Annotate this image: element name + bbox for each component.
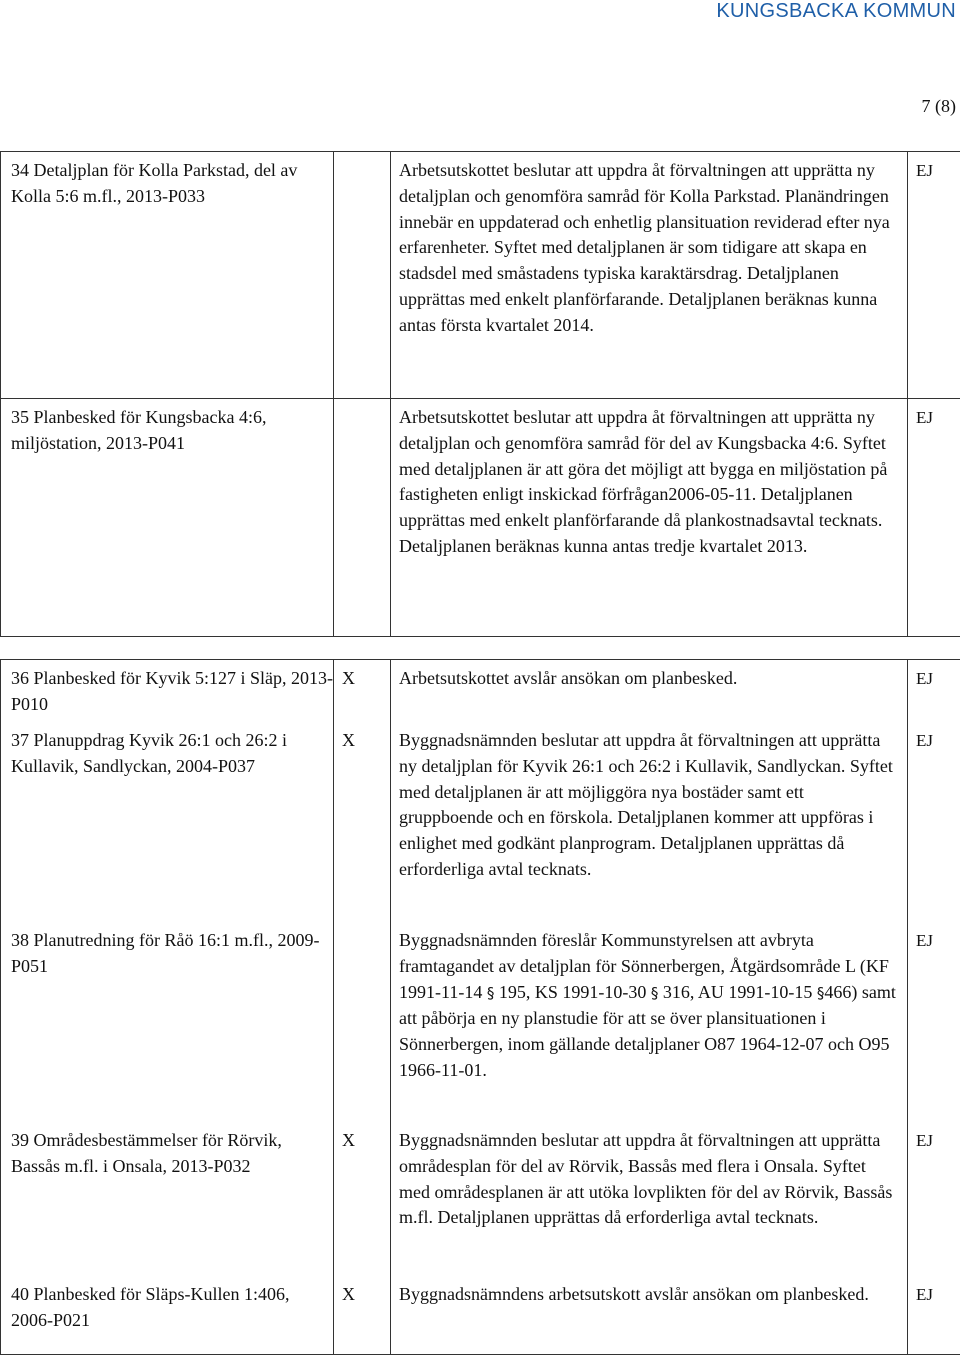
table-row bbox=[1, 152, 960, 399]
item-initials: EJ bbox=[908, 922, 960, 1122]
decision-text: 466) samt att påbörja en ny planstudie för att se över plansituationen i Sönnerbergen, inom gällande detaljplaner O87 1964-12-07 och O95 1966-11-01. bbox=[399, 982, 896, 1080]
decision-text: Byggnadsnämnden föreslår Kommunstyrelsen att avbryta framtagandet av detaljplan för Sönnerbergen, Åtgärdsområde L (KF 1991-11-14 bbox=[399, 930, 889, 1002]
section-sign: § bbox=[651, 984, 659, 1002]
item-title: 40 Planbesked för Släps-Kullen 1:406, 2006-P021 bbox=[1, 1276, 334, 1355]
table-row bbox=[1, 1276, 960, 1355]
item-mark: X bbox=[334, 1276, 391, 1355]
table-row bbox=[1, 922, 960, 1122]
item-title: 36 Planbesked för Kyvik 5:127 i Släp, 2013-P010 bbox=[1, 660, 334, 723]
item-decision: Arbetsutskottet beslutar att uppdra åt förvaltningen att upprätta ny detaljplan och genomföra samråd för del av Kungsbacka 4:6. Syftet med detaljplanen är att göra det möjligt att bygga en miljöstation på fastigheten enligt inskickad förfrågan2006-05-11. Detaljplanen upprättas med enkelt planförfarande då plankostnadsavtal tecknats. Detaljplanen beräknas kunna antas tredje kvartalet 2013. bbox=[391, 399, 908, 637]
item-decision: Arbetsutskottet beslutar att uppdra åt förvaltningen att upprätta ny detaljplan och genomföra samråd för Kolla Parkstad. Planändringen innebär en uppdaterad och enhetlig plansituation reviderad efter nya erfarenheter. Syftet med detaljplanen är som tidigare att skapa en stadsdel med småstadens typiska karaktärsdrag. Detaljplanen upprättas med enkelt planförfarande. Detaljplanen beräknas kunna antas första kvartalet 2014. bbox=[391, 152, 908, 399]
table-row bbox=[1, 660, 960, 723]
item-initials: EJ bbox=[908, 152, 960, 399]
item-decision bbox=[391, 922, 908, 1122]
item-decision: Byggnadsnämnden beslutar att uppdra åt förvaltningen att upprätta ny detaljplan för Kyvik 26:1 och 26:2 i Kullavik, Sandlyckan. Syftet med detaljplanen är att möjliggöra nya bostäder samt ett gruppboende och en förskola. Detaljplanen kommer att uppföras i enlighet med godkänt planprogram. Detaljplanen upprättas då erforderliga avtal tecknats. bbox=[391, 722, 908, 922]
organization-name: KUNGSBACKA KOMMUN bbox=[716, 0, 956, 23]
item-title: 37 Planuppdrag Kyvik 26:1 och 26:2 i Kullavik, Sandlyckan, 2004-P037 bbox=[1, 722, 334, 922]
item-mark bbox=[334, 399, 391, 637]
item-mark bbox=[334, 922, 391, 1122]
decision-text: 195, KS 1991-10-30 bbox=[494, 982, 651, 1002]
item-title: 38 Planutredning för Råö 16:1 m.fl., 2009-P051 bbox=[1, 922, 334, 1122]
item-decision: Byggnadsnämndens arbetsutskott avslår ansökan om planbesked. bbox=[391, 1276, 908, 1355]
item-title: 35 Planbesked för Kungsbacka 4:6, miljöstation, 2013-P041 bbox=[1, 399, 334, 637]
table-row bbox=[1, 399, 960, 637]
page-number: 7 (8) bbox=[922, 96, 957, 117]
item-initials: EJ bbox=[908, 1276, 960, 1355]
item-initials: EJ bbox=[908, 660, 960, 723]
item-decision: Arbetsutskottet avslår ansökan om planbesked. bbox=[391, 660, 908, 723]
item-initials: EJ bbox=[908, 722, 960, 922]
item-initials: EJ bbox=[908, 399, 960, 637]
item-title: 39 Områdesbestämmelser för Rörvik, Bassås m.fl. i Onsala, 2013-P032 bbox=[1, 1122, 334, 1276]
item-title: 34 Detaljplan för Kolla Parkstad, del av Kolla 5:6 m.fl., 2013-P033 bbox=[1, 152, 334, 399]
decision-text: 316, AU 1991-10-15 bbox=[658, 982, 817, 1002]
items-table-top bbox=[0, 151, 960, 637]
table-row bbox=[1, 722, 960, 922]
table-row bbox=[1, 1122, 960, 1276]
items-table-bottom bbox=[0, 659, 960, 1355]
section-sign: § bbox=[487, 984, 495, 1002]
item-mark: X bbox=[334, 722, 391, 922]
item-decision: Byggnadsnämnden beslutar att uppdra åt förvaltningen att upprätta områdesplan för del av Rörvik, Bassås med flera i Onsala. Syftet med områdesplanen är att utöka lovplikten för del av Rörvik, Bassås m.fl. Detaljplanen upprättas då erforderliga avtal tecknats. bbox=[391, 1122, 908, 1276]
item-mark bbox=[334, 152, 391, 399]
section-sign: § bbox=[817, 984, 825, 1002]
item-mark: X bbox=[334, 660, 391, 723]
item-mark: X bbox=[334, 1122, 391, 1276]
item-initials: EJ bbox=[908, 1122, 960, 1276]
